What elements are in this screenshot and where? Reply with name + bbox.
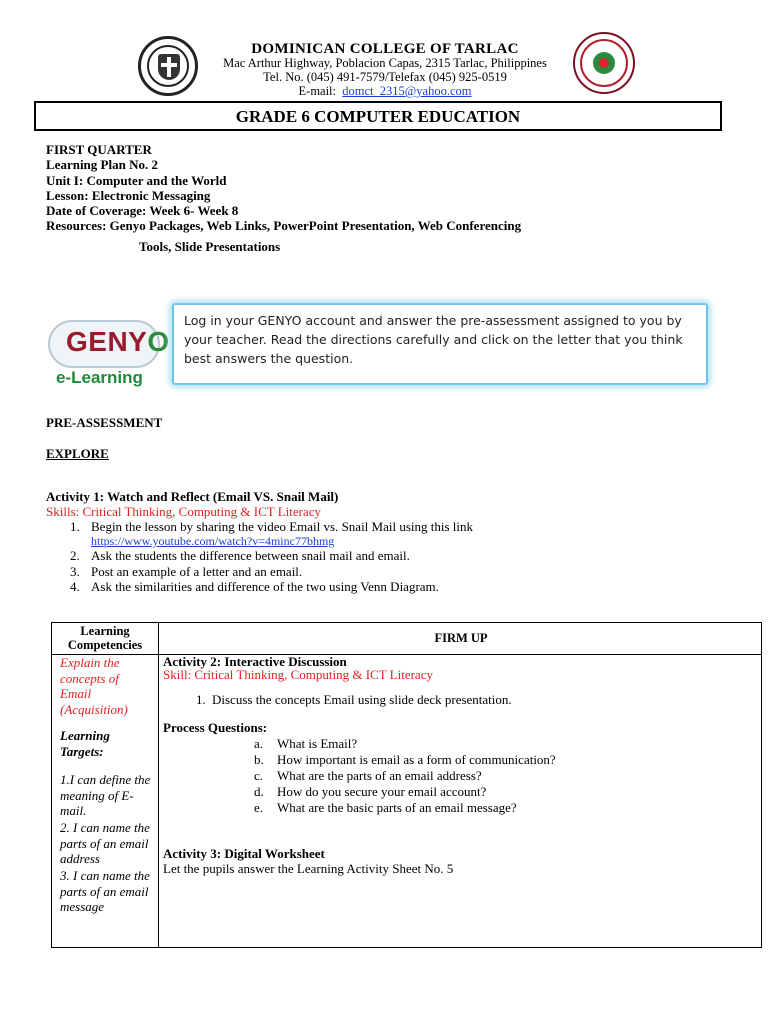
activity1-step-1: Begin the lesson by sharing the video Email vs. Snail Mail using this link: [91, 519, 474, 534]
learning-plan: Learning Plan No. 2: [46, 157, 158, 172]
school-address: Mac Arthur Highway, Poblacion Capas, 2315 Tarlac, Philippines: [223, 56, 547, 70]
genyo-logo: GENYO: [48, 320, 160, 368]
lesson: Lesson: Electronic Messaging: [46, 188, 211, 203]
school-name: DOMINICAN COLLEGE OF TARLAC: [251, 41, 519, 57]
date-of-coverage: Date of Coverage: Week 6- Week 8: [46, 203, 239, 218]
quarter: FIRST QUARTER: [46, 142, 152, 157]
activity1-title: Activity 1: Watch and Reflect (Email VS. Snail Mail): [46, 489, 339, 504]
explore-heading: EXPLORE: [46, 446, 109, 461]
resources-continued: Tools, Slide Presentations: [139, 239, 281, 254]
activity1-step-4: Ask the similarities and difference of the two using Venn Diagram.: [91, 579, 439, 594]
resources: Resources: Genyo Packages, Web Links, PowerPoint Presentation, Web Conferencing: [46, 218, 522, 233]
question-e: What are the basic parts of an email message?: [277, 800, 517, 815]
document-title: GRADE 6 COMPUTER EDUCATION: [34, 101, 722, 131]
competency-text: Explain the concepts of Email (Acquisition): [60, 655, 128, 717]
activity2-step: Discuss the concepts Email using slide deck presentation.: [212, 692, 512, 707]
activity3-text: Let the pupils answer the Learning Activity Sheet No. 5: [163, 861, 454, 876]
email-link[interactable]: domct_2315@yahoo.com: [342, 84, 472, 98]
question-c: What are the parts of an email address?: [277, 768, 482, 783]
target-1: 1.I can define the meaning of E-mail.: [60, 772, 151, 818]
school-email-line: [200, 84, 570, 99]
school-seal-logo: [138, 36, 198, 96]
pre-assessment-heading: PRE-ASSESSMENT: [46, 415, 163, 430]
learning-table: Learning Competencies FIRM UP Explain the concepts of Email (Acquisition) Learning Targets: 1.I can define the meaning of E-mail. 2. I can name the parts of an email address 3. I can name the parts of an email message Activity 2: Interactive Discussion Skill: Critical Thinking, Computing & ICT Literacy 1. Discuss the concepts Email using slide deck presentation. Process Questions: a. What is Email? b. How important is email as a form of communication? c. What are the parts of an email address? d. How do you secure your email account? e. What are the basic parts of an email message? Activity 3: Digital Worksheet Let the pupils answer the Learning Activity Sheet No. 5: [51, 622, 762, 948]
youtube-link[interactable]: https://www.youtube.com/watch?v=4minc77bhmg: [91, 534, 335, 548]
school-tel: Tel. No. (045) 491-7579/Telefax (045) 925-0519: [263, 70, 507, 84]
elearning-label: e-Learning: [56, 368, 143, 387]
genyo-instruction-box: Log in your GENYO account and answer the pre-assessment assigned to you by your teacher. Read the directions carefully and click on the letter that you think best answers the question.: [172, 303, 708, 385]
competencies-header: Learning Competencies: [67, 624, 143, 652]
activity1-skills: Skills: Critical Thinking, Computing & ICT Literacy: [46, 504, 322, 519]
firm-up-header: FIRM UP: [434, 631, 488, 645]
activity1-step-2: Ask the students the difference between snail mail and email.: [91, 548, 410, 563]
question-b: How important is email as a form of communication?: [277, 752, 556, 767]
process-questions-title: Process Questions:: [163, 720, 268, 735]
email-label: E-mail:: [298, 84, 337, 98]
college-emblem-logo: [573, 32, 635, 94]
target-2: 2. I can name the parts of an email address: [60, 820, 150, 866]
question-a: What is Email?: [277, 736, 358, 751]
unit: Unit I: Computer and the World: [46, 173, 227, 188]
activity2-skill: Skill: Critical Thinking, Computing & ICT Literacy: [163, 667, 433, 682]
learning-targets-label: Learning Targets:: [60, 728, 110, 759]
target-3: 3. I can name the parts of an email message: [60, 868, 150, 914]
question-d: How do you secure your email account?: [277, 784, 487, 799]
activity1-step-3: Post an example of a letter and an email.: [91, 564, 303, 579]
activity2-title: Activity 2: Interactive Discussion: [163, 654, 347, 669]
activity3-title: Activity 3: Digital Worksheet: [163, 846, 325, 861]
